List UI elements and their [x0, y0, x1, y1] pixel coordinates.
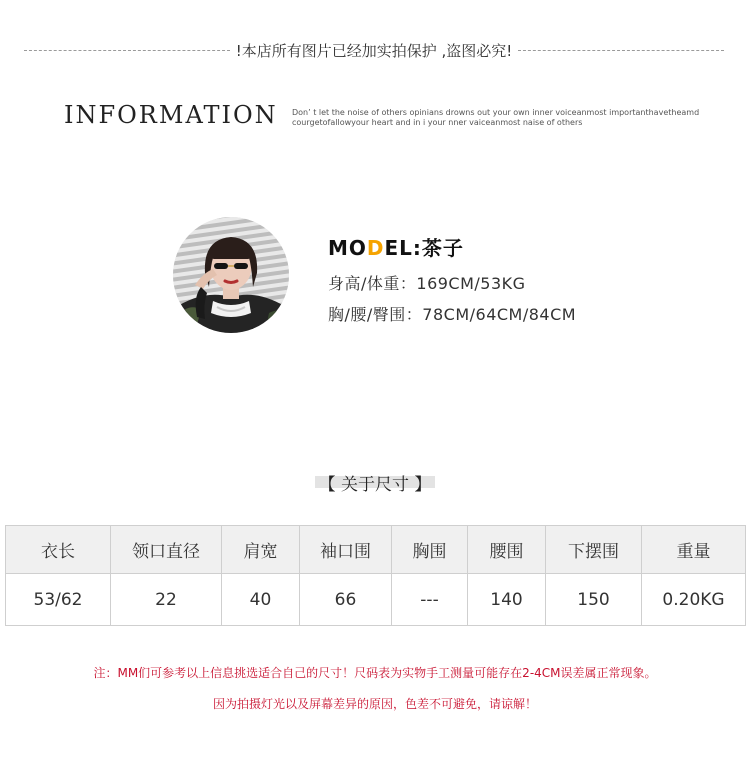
size-table-header-row [6, 526, 746, 574]
cell-chest: --- [392, 574, 468, 626]
model-info-block [328, 232, 576, 333]
dashed-divider-right [518, 50, 724, 51]
description-line-2: courgetofallowyour heart and in i your nner vaiceanmost naise of others [292, 118, 583, 127]
cell-neck-diameter: 22 [111, 574, 222, 626]
size-section-heading [0, 470, 750, 495]
notice-banner [24, 38, 724, 62]
model-avatar-photo [173, 217, 289, 333]
information-heading: INFORMATION [64, 101, 278, 129]
header-length: 衣长 [6, 526, 111, 574]
model-measurements: 胸/腰/臀围：78CM/64CM/84CM [328, 305, 577, 324]
description-line-1: Don’ t let the noise of others opinians drowns out your own inner voiceanmost importanthavetheamd [292, 108, 700, 117]
cell-cuff: 66 [300, 574, 392, 626]
model-portrait-illustration [173, 217, 289, 333]
cell-weight: 0.20KG [642, 574, 746, 626]
model-label-accent: D [366, 236, 385, 260]
model-label-pre: MO [328, 236, 367, 260]
cell-length: 53/62 [6, 574, 111, 626]
header-shoulder: 肩宽 [222, 526, 300, 574]
table-row [6, 574, 746, 626]
copyright-notice: !本店所有图片已经加实拍保护 ,盗图必究! [235, 41, 513, 60]
model-name: 茶子 [421, 236, 464, 260]
header-cuff: 袖口围 [300, 526, 392, 574]
header-hem: 下摆围 [546, 526, 642, 574]
header-waist: 腰围 [468, 526, 546, 574]
cell-waist: 140 [468, 574, 546, 626]
dashed-divider-left [24, 50, 230, 51]
information-description [292, 108, 712, 128]
size-section-title: 【 关于尺寸 】 [315, 470, 436, 495]
header-neck-diameter: 领口直径 [111, 526, 222, 574]
cell-shoulder: 40 [222, 574, 300, 626]
size-table [5, 525, 746, 626]
header-chest: 胸围 [392, 526, 468, 574]
size-note: 注：MM们可参考以上信息挑选适合自己的尺寸！尺码表为实物手工测量可能存在2-4CM误差属正常现象。 [93, 666, 657, 680]
model-name-line [328, 232, 576, 261]
header-weight: 重量 [642, 526, 746, 574]
color-note: 因为拍摄灯光以及屏幕差异的原因，色差不可避免，请谅解！ [212, 697, 537, 711]
model-label-post: EL: [384, 236, 422, 260]
cell-hem: 150 [546, 574, 642, 626]
model-height-weight: 身高/体重：169CM/53KG [328, 274, 526, 293]
